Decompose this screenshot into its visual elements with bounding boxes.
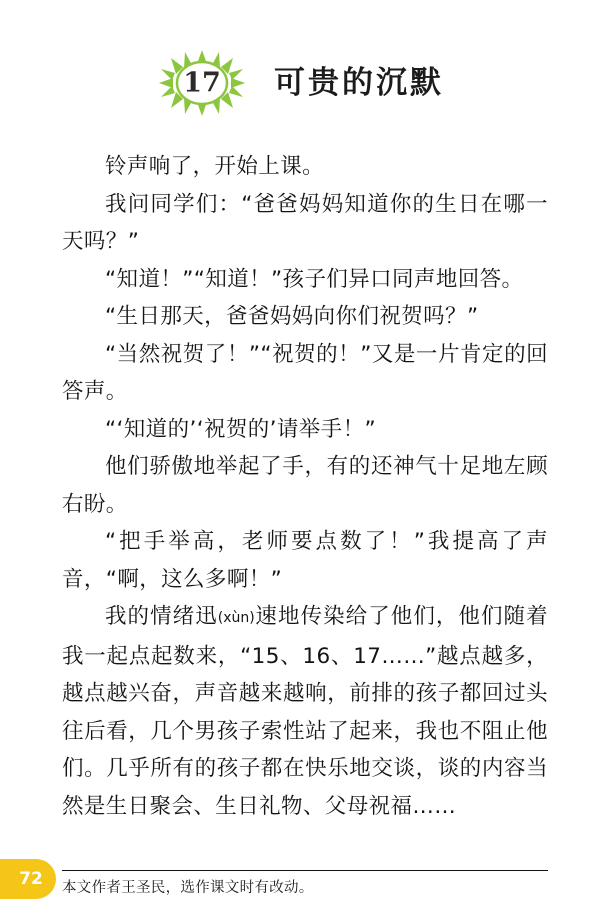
paragraph: 铃声响了，开始上课。 [105, 154, 325, 179]
paragraph: 他们骄傲地举起了手，有的还神气十足地左顾右盼。 [62, 454, 548, 517]
lesson-number: 17 [183, 67, 221, 99]
paragraph-part-1: 我的情绪迅 [105, 604, 218, 629]
footnote-text: 本文作者王圣民，选作课文时有改动。 [62, 880, 314, 896]
paragraph-part-2: 速地传染给了他们，他们随着我一起点起数来，“15、16、17……”越点越多，越点越兴奋，声音越来越响，前排的孩子都回过头往后看，几个男孩子索性站了起来，我也不阻止他们。几乎所有的孩子都在快乐地交谈，谈的内容当然是生日聚会、生日礼物、父母祝福…… [62, 604, 548, 819]
lesson-body [62, 148, 548, 825]
paragraph: “生日那天，爸爸妈妈向你们祝贺吗？” [105, 304, 479, 329]
page-footer [0, 843, 600, 915]
sun-icon [156, 48, 248, 118]
footer-divider [62, 870, 548, 872]
page-title: 可贵的沉默 [274, 64, 444, 101]
paragraph-with-pinyin [62, 598, 548, 825]
page-number: 72 [19, 869, 43, 889]
page-title-row [0, 48, 600, 118]
paragraph: “把手举高，老师要点数了！”我提高了声音，“啊，这么多啊！” [62, 529, 548, 592]
pinyin-annotation: (xùn) [217, 610, 255, 626]
paragraph: 我问同学们：“爸爸妈妈知道你的生日在哪一天吗？” [62, 191, 548, 254]
paragraph: “‘知道的’‘祝贺的’请举手！” [105, 416, 377, 442]
paragraph: “当然祝贺了！”“祝贺的！”又是一片肯定的回答声。 [62, 341, 548, 404]
paragraph: “知道！”“知道！”孩子们异口同声地回答。 [105, 266, 524, 292]
page-number-badge [0, 859, 56, 899]
